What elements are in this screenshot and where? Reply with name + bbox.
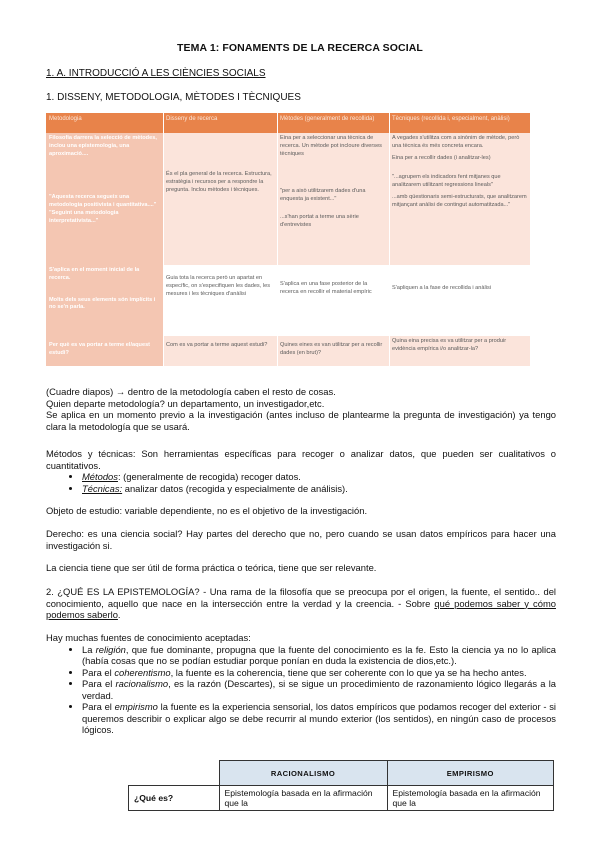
text-run-italic: coherentismo (114, 666, 171, 678)
slide-text: S'aplica en el moment inicial de la recerca. (49, 267, 140, 281)
slide-text: "Aquesta recerca segueix una metodologia positivista i quantitativa...." (49, 194, 157, 209)
slide-table-image (46, 113, 530, 366)
comparison-table (128, 760, 554, 811)
slide-cell-r3-c0: Per què es va portar a terme el/aquest estudi? (46, 336, 163, 366)
slide-cell-r1-c0 (46, 133, 163, 265)
text-line: Hay muchas fuentes de conocimiento aceptadas: (46, 632, 251, 643)
slide-text: És el pla general de la recerca. Estructura, estratègia i recursos per a respondre la pregunta. Inclou mètodes i tècniques. (166, 171, 272, 193)
slide-cell-r2-c1: Guia tota la recerca però un apartat en específic, on s'especifiquen les dades, les mesures i les tècniques d'anàlisi (163, 265, 277, 336)
text-run-italic: religión (95, 643, 126, 655)
paragraph-fuentes (46, 632, 556, 736)
table-header-empirismo: EMPIRISMO (387, 761, 554, 786)
slide-text: "per a això utilitzarem dades d'una enquesta ja existent..." (280, 188, 366, 203)
table-header-racionalismo: RACIONALISMO (219, 761, 387, 786)
text-run: Para el (82, 678, 116, 689)
slide-text: ...amb qüestionaris semi-estructurats, que analitzarem mitjançant anàlisi de contingut automatitzada..." (392, 193, 527, 208)
slide-cell-r3-c1: Com es va portar a terme aquest estudi? (163, 336, 277, 366)
slide-divider (389, 113, 390, 366)
paragraph-metodologia (46, 386, 556, 432)
slide-text: "Seguint una metodologia interpretativista..." (49, 209, 119, 224)
slide-cell-r1-c1 (163, 133, 277, 265)
text-line: (Cuadre diapos) → dentro de la metodología caben el resto de cosas. (46, 386, 336, 397)
text-run: . (117, 609, 121, 620)
slide-cell-r2-c2: S'aplica en una fase posterior de la recerca en recollir el material empíric (277, 265, 389, 336)
table-cell-racionalismo: Epistemología basada en la afirmación que la (219, 786, 387, 811)
text-line: Se aplica en un momento previo a la investigación (antes incluso de plantearme la pregunta de investigación) ya tengo clara la metodología que se usará. (46, 409, 556, 432)
slide-header-metodes: Mètodes (generalment de recollida) (277, 113, 389, 133)
slide-text: Eina per a recollir dades (i analitzar-les) (392, 154, 491, 161)
slide-header-tecniques: Tècniques (recollida i, especialment, anàlisi) (389, 113, 530, 133)
slide-cell-r1-c3 (389, 133, 530, 265)
text-run-italic: empirismo (114, 701, 158, 712)
slide-text: Eina per a seleccionar una tècnica de recerca. Un mètode pot incloure diverses tècniques (280, 135, 382, 157)
bullet-tecnicas (82, 483, 556, 495)
bullet-label: Técnicas: (82, 482, 123, 494)
paragraph-derecho: Derecho: es una ciencia social? Hay partes del derecho que no, pero cuando se usan datos empíricos para hacer una investigación si. (46, 528, 556, 551)
slide-header-metodologia: Metodologia (46, 113, 163, 133)
slide-text: A vegades s'utilitza com a sinònim de mètode, però una tècnica és més concreta encara. (392, 135, 520, 149)
slide-cell-r3-c2: Quines eines es van utilitzar per a recollir dades (en brut)? (277, 336, 389, 366)
text-run-italic: racionalismo (115, 678, 169, 689)
text-line: Quien departe metodología? un departamento, un investigador,etc. (46, 397, 325, 409)
bullet-empirismo (82, 701, 556, 736)
bullet-text: : (generalmente de recogida) recoger datos. (117, 471, 301, 482)
slide-divider (163, 113, 164, 366)
text-line: Métodos y técnicas: Son herramientas específicas para recoger o analizar datos, que pueden ser cualitativos o cuantitativos. (46, 448, 556, 471)
slide-header-disseny: Disseny de recerca (163, 113, 277, 133)
text-run: La (82, 643, 96, 655)
bullet-text: analizar datos (recogida y especialmente de análisis). (122, 482, 348, 494)
slide-cell-r2-c3: S'apliquen a la fase de recollida i anàlisi (389, 265, 530, 336)
bullet-racionalismo (82, 678, 556, 701)
page-title: TEMA 1: FONAMENTS DE LA RECERCA SOCIAL (177, 42, 423, 54)
table-cell-empirismo: Epistemología basada en la afirmación que la (387, 786, 554, 811)
bullet-metodos (82, 471, 556, 483)
bullet-religion (82, 644, 556, 667)
section-heading-1: 1. DISSENY, METODOLOGIA, MÈTODES I TÈCNIQUES (46, 92, 301, 103)
paragraph-ciencia: La ciencia tiene que ser útil de forma práctica o teórica, tiene que ser relevante. (46, 562, 377, 573)
paragraph-objeto: Objeto de estudio: variable dependiente, no es el objetivo de la investigación. (46, 505, 368, 516)
slide-text: ...s'han portat a terme una sèrie d'entrevistes (280, 213, 359, 228)
text-run: la fuente es la experiencia sensorial, los datos empíricos que podamos recoger del exterior - si queremos describir o explicar algo se debe recurrir al mundo exterior (los sentidos), en ningún caso de procesos lógicos. (82, 701, 556, 735)
text-run: , es la razón (Descartes), si se sigue un procedimiento de razonamiento lógico llegarás a la verdad. (82, 678, 556, 701)
slide-cell-r2-c0 (46, 265, 163, 336)
text-run: , que fue dominante, propugna que la fuente del conocimiento es la fe. Esto la ciencia ya no lo aplica (había cosas que no se podían estudiar porque ponían en duda la existencia de dios,etc.). (82, 643, 556, 666)
text-run: Para el (82, 701, 115, 712)
text-run: 2. ¿QUÉ ES LA EPISTEMOLOGÍA? - Una rama de la filosofía que se preocupa por el origen, la fuente, el sentido.. del conocimiento, aquello que nace en la intersección entre la verdad y la creencia. - Sobre (46, 586, 556, 609)
text-run-underlined: qué podemos saber y cómo podemos saberlo (46, 597, 556, 620)
slide-cell-r1-c2 (277, 133, 389, 265)
text-run: Para el (82, 666, 115, 678)
paragraph-epistemologia (46, 586, 556, 621)
text-run: , la fuente es la coherencia, tiene que ser coherente con lo que ya se ha hecho antes. (170, 666, 527, 678)
slide-text: Molts dels seus elements són implícits i no se'n parla. (49, 296, 156, 311)
paragraph-metodos-tecnicas (46, 448, 556, 494)
slide-cell-r3-c3: Quina eina precisa es va utilitzar per a produir evidència empírica i/o analitzar-la? (389, 336, 530, 366)
slide-divider (277, 113, 278, 366)
slide-text: "...agrupem els indicadors fent mitjanes que analitzarem utilitzant regressions lineals" (392, 174, 501, 189)
section-heading-a: 1. A. INTRODUCCIÓ A LES CIÈNCIES SOCIALS (46, 68, 266, 79)
table-row-label: ¿Qué es? (129, 786, 220, 811)
slide-text: Filosofia darrera la selecció de mètodes, inclou una epistemologia, una aproximació.... (49, 135, 157, 157)
bullet-coherentismo (82, 667, 556, 679)
table-corner-cell (129, 761, 220, 786)
bullet-label: Métodos (82, 471, 118, 482)
